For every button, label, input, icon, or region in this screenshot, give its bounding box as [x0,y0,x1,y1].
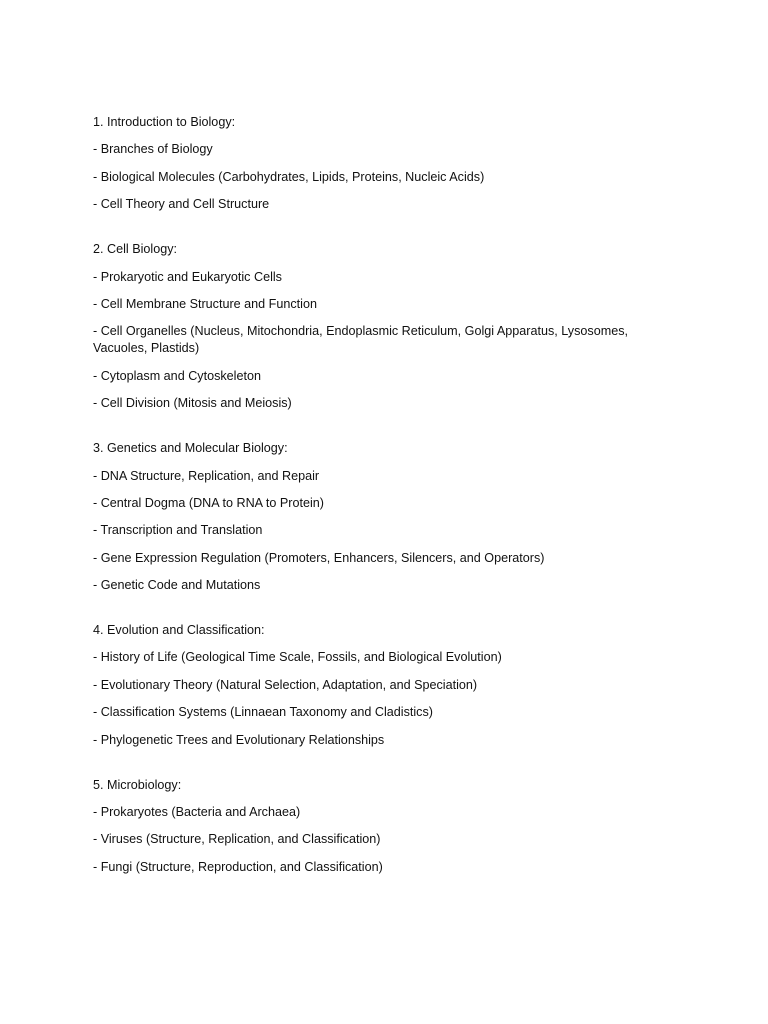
list-item: - History of Life (Geological Time Scale, Fossils, and Biological Evolution) [93,650,502,665]
list-item: - Classification Systems (Linnaean Taxonomy and Cladistics) [93,705,433,720]
list-item: - DNA Structure, Replication, and Repair [93,468,320,483]
list-item: - Central Dogma (DNA to RNA to Protein) [93,495,324,510]
list-item: - Branches of Biology [93,142,213,157]
list-item: - Prokaryotic and Eukaryotic Cells [93,269,282,284]
list-item: - Cytoplasm and Cytoskeleton [93,368,261,383]
list-item: - Phylogenetic Trees and Evolutionary Relationships [93,732,385,747]
list-item: - Cell Theory and Cell Structure [93,197,270,212]
section-genetics-and-molecular-biology [93,440,673,594]
section-microbiology [93,777,673,876]
section-evolution-and-classification [93,622,673,749]
list-item: - Transcription and Translation [93,523,263,538]
list-item: - Genetic Code and Mutations [93,578,261,593]
section-introduction-to-biology [93,114,673,213]
list-item: - Cell Division (Mitosis and Meiosis) [93,396,292,411]
list-item: - Biological Molecules (Carbohydrates, Lipids, Proteins, Nucleic Acids) [93,169,485,184]
list-item: - Gene Expression Regulation (Promoters, Enhancers, Silencers, and Operators) [93,550,545,565]
section-heading: 3. Genetics and Molecular Biology: [93,441,288,456]
list-item: - Cell Organelles (Nucleus, Mitochondria, Endoplasmic Reticulum, Golgi Apparatus, Lysosomes, Vacuoles, Plastids) [93,324,629,356]
section-heading: 5. Microbiology: [93,777,182,792]
list-item: - Prokaryotes (Bacteria and Archaea) [93,805,301,820]
section-heading: 2. Cell Biology: [93,242,177,257]
list-item: - Evolutionary Theory (Natural Selection, Adaptation, and Speciation) [93,677,478,692]
list-item: - Viruses (Structure, Replication, and Classification) [93,832,381,847]
section-heading: 1. Introduction to Biology: [93,115,236,129]
list-item: - Fungi (Structure, Reproduction, and Classification) [93,859,383,874]
section-cell-biology [93,241,673,412]
list-item: - Cell Membrane Structure and Function [93,296,317,311]
section-heading: 4. Evolution and Classification: [93,623,265,638]
document-content [93,114,673,904]
